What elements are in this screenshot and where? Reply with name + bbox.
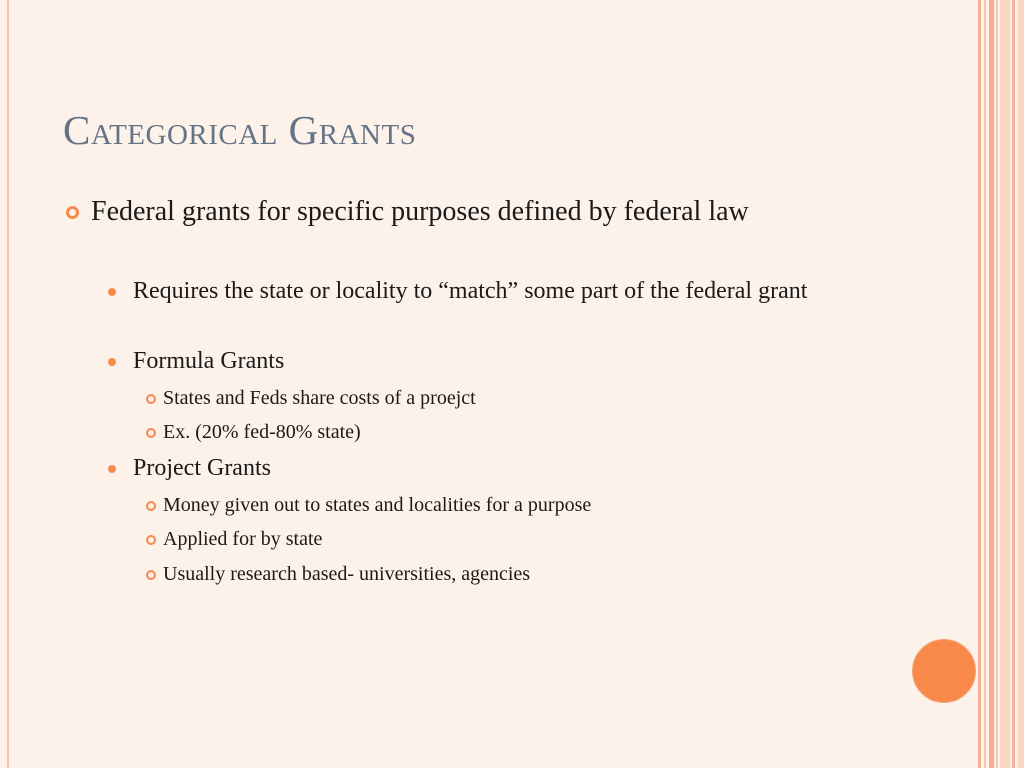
small-ring-bullet-icon — [146, 570, 156, 580]
bullet-text-level2: Formula Grants — [133, 348, 285, 374]
bullet-text-level3: Usually research based- universities, agencies — [163, 563, 531, 585]
bullet-text-level2: Project Grants — [133, 455, 271, 481]
small-ring-bullet-icon — [146, 535, 156, 545]
bullet-text-level3: Applied for by state — [163, 528, 323, 550]
small-ring-bullet-icon — [146, 394, 156, 404]
bullet-text-level2: Requires the state or locality to “match” some part of the federal grant — [133, 278, 808, 304]
dot-bullet-icon — [108, 288, 116, 296]
small-ring-bullet-icon — [146, 501, 156, 511]
bullet-text-level1: Federal grants for specific purposes defined by federal law — [91, 196, 749, 227]
bullet-text-level3: Ex. (20% fed-80% state) — [163, 421, 361, 443]
ring-bullet-icon — [66, 206, 79, 219]
bullet-text-level3: Money given out to states and localities for a purpose — [163, 494, 592, 516]
small-ring-bullet-icon — [146, 428, 156, 438]
dot-bullet-icon — [108, 358, 116, 366]
slide-title: Categorical Grants — [63, 107, 417, 153]
dot-bullet-icon — [108, 465, 116, 473]
bullet-text-level3: States and Feds share costs of a proejct — [163, 387, 476, 409]
